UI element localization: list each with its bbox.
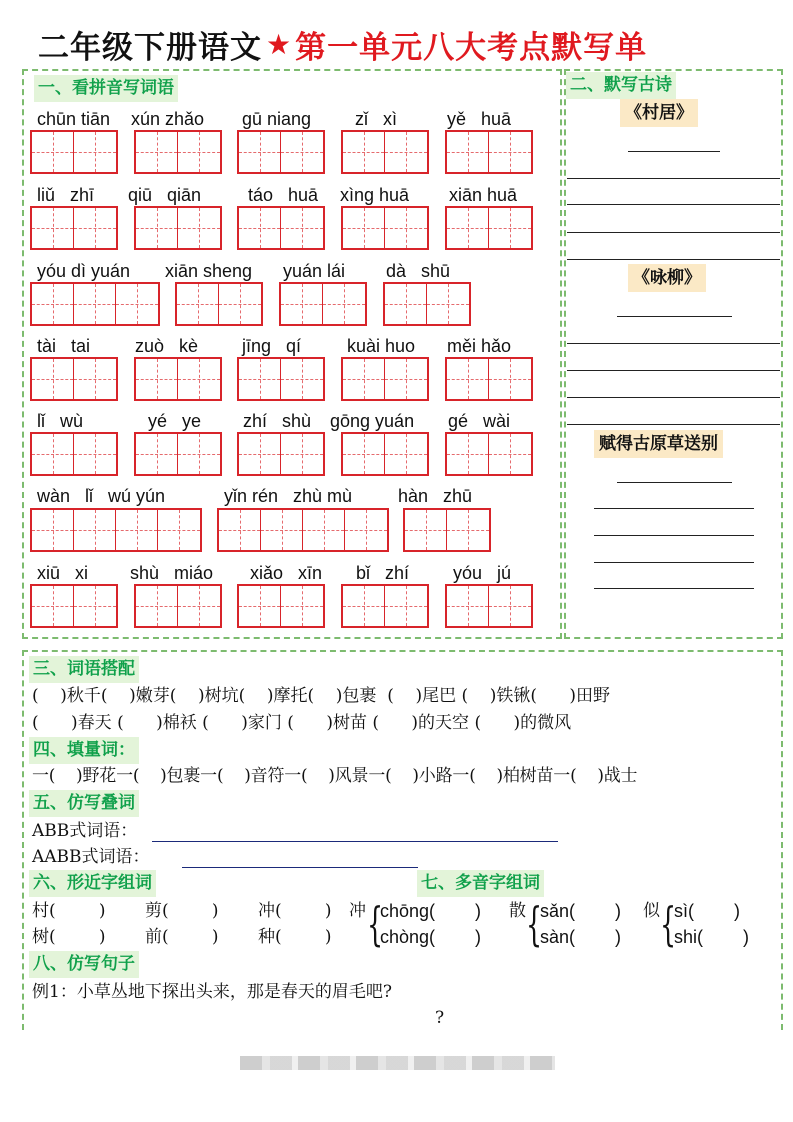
title-grade: 二年级下册语文 bbox=[38, 29, 262, 66]
writing-box[interactable] bbox=[237, 432, 325, 476]
writing-box[interactable] bbox=[30, 432, 118, 476]
pinyin-label: xiān sheng bbox=[165, 261, 253, 281]
similar-char-item[interactable]: 村( ) bbox=[32, 901, 106, 921]
polyphone-reading[interactable]: shi( ) bbox=[674, 927, 750, 947]
writing-box[interactable] bbox=[445, 130, 533, 174]
collocation-line[interactable]: ( )秋千( )嫩芽( )树坑( )摩托( )包裹 ( )尾巴 ( )铁锹( )田野 bbox=[32, 686, 611, 706]
poem-line[interactable] bbox=[567, 259, 780, 260]
writing-box[interactable] bbox=[30, 282, 160, 326]
writing-box[interactable] bbox=[30, 206, 118, 250]
poem-line[interactable] bbox=[594, 588, 754, 589]
page-title bbox=[38, 22, 647, 66]
poem-title-fude: 赋得古原草送别 bbox=[594, 430, 723, 458]
section-poem-heading: 二、默写古诗 bbox=[566, 72, 676, 99]
polyphone-char: 冲 bbox=[349, 901, 366, 921]
pinyin-label: xìng huā bbox=[340, 185, 410, 205]
similar-char-item[interactable]: 剪( ) bbox=[145, 901, 219, 921]
poem-line[interactable] bbox=[567, 232, 780, 233]
pinyin-label: tài tai bbox=[37, 336, 91, 356]
writing-box[interactable] bbox=[341, 206, 429, 250]
poem-line[interactable] bbox=[567, 204, 780, 205]
sentence-blank-end[interactable]: ? bbox=[435, 1008, 445, 1028]
writing-box[interactable] bbox=[341, 130, 429, 174]
writing-box[interactable] bbox=[445, 357, 533, 401]
writing-box[interactable] bbox=[341, 432, 429, 476]
pinyin-label: wàn lǐ wú yún bbox=[37, 486, 166, 506]
polyphone-reading[interactable]: chōng( ) bbox=[380, 901, 482, 921]
pinyin-label: yé ye bbox=[148, 411, 202, 431]
pinyin-label: dà shū bbox=[386, 261, 451, 281]
title-topic: 第一单元八大考点默写单 bbox=[295, 29, 648, 66]
writing-box[interactable] bbox=[237, 130, 325, 174]
similar-char-item[interactable]: 前( ) bbox=[145, 927, 219, 947]
section-similar-char-heading: 六、形近字组词 bbox=[29, 870, 156, 897]
writing-box[interactable] bbox=[134, 206, 222, 250]
pinyin-label: xiū xi bbox=[37, 563, 89, 583]
pinyin-label: zuò kè bbox=[135, 336, 199, 356]
pinyin-label: gé wài bbox=[448, 411, 511, 431]
pinyin-label: bǐ zhí bbox=[356, 563, 410, 583]
brace-icon: { bbox=[660, 897, 677, 951]
poem-line[interactable] bbox=[567, 397, 780, 398]
aabb-answer-line[interactable] bbox=[182, 867, 418, 868]
writing-box[interactable] bbox=[134, 357, 222, 401]
writing-box[interactable] bbox=[383, 282, 471, 326]
section-pinyin-heading: 一、看拼音写词语 bbox=[34, 75, 178, 102]
section-polyphone-heading: 七、多音字组词 bbox=[417, 870, 544, 897]
pinyin-label: shù miáo bbox=[130, 563, 214, 583]
poem-line[interactable] bbox=[567, 424, 780, 425]
abb-answer-line[interactable] bbox=[152, 841, 558, 842]
writing-box[interactable] bbox=[30, 130, 118, 174]
pinyin-label: xiān huā bbox=[449, 185, 518, 205]
writing-box[interactable] bbox=[134, 584, 222, 628]
poem-line[interactable] bbox=[567, 178, 780, 179]
poem-line[interactable] bbox=[594, 535, 754, 536]
writing-box[interactable] bbox=[30, 508, 202, 552]
writing-box[interactable] bbox=[30, 357, 118, 401]
writing-box[interactable] bbox=[217, 508, 389, 552]
polyphone-reading[interactable]: chòng( ) bbox=[380, 927, 482, 947]
writing-box[interactable] bbox=[134, 432, 222, 476]
writing-box[interactable] bbox=[445, 432, 533, 476]
writing-box[interactable] bbox=[175, 282, 263, 326]
brace-icon: { bbox=[367, 897, 384, 951]
section-measure-word-heading: 四、填量词： bbox=[29, 737, 139, 764]
pinyin-label: yǐn rén zhù mù bbox=[224, 486, 353, 506]
writing-box[interactable] bbox=[237, 584, 325, 628]
writing-box[interactable] bbox=[445, 584, 533, 628]
writing-box[interactable] bbox=[134, 130, 222, 174]
writing-box[interactable] bbox=[237, 357, 325, 401]
pinyin-label: liǔ zhī bbox=[37, 185, 95, 205]
brace-icon: { bbox=[526, 897, 543, 951]
pinyin-label: qiū qiān bbox=[128, 185, 202, 205]
pinyin-label: jīng qí bbox=[242, 336, 302, 356]
poem-frame bbox=[564, 69, 783, 639]
pinyin-label: yóu dì yuán bbox=[37, 261, 131, 281]
pinyin-label: gōng yuán bbox=[330, 411, 415, 431]
example-sentence: 例1：小草丛地下探出头来，那是春天的眉毛吧? bbox=[32, 982, 392, 1002]
poem-line[interactable] bbox=[594, 562, 754, 563]
polyphone-char: 散 bbox=[509, 901, 526, 921]
writing-box[interactable] bbox=[341, 357, 429, 401]
writing-box[interactable] bbox=[341, 584, 429, 628]
polyphone-reading[interactable]: sì( ) bbox=[674, 901, 740, 921]
pinyin-label: táo huā bbox=[248, 185, 319, 205]
writing-box[interactable] bbox=[445, 206, 533, 250]
collocation-line[interactable]: ( )春天 ( )棉袄 ( )家门 ( )树苗 ( )的天空 ( )的微风 bbox=[32, 713, 572, 733]
author-line[interactable] bbox=[617, 316, 732, 317]
similar-char-item[interactable]: 冲( ) bbox=[258, 901, 332, 921]
similar-char-item[interactable]: 种( ) bbox=[258, 927, 332, 947]
poem-line[interactable] bbox=[594, 508, 754, 509]
polyphone-char: 似 bbox=[643, 901, 660, 921]
poem-title-cunju: 《村居》 bbox=[620, 99, 698, 127]
section-reduplication-heading: 五、仿写叠词 bbox=[29, 790, 139, 817]
poem-line[interactable] bbox=[567, 343, 780, 344]
poem-title-yongliu: 《咏柳》 bbox=[628, 264, 706, 292]
pinyin-label: lǐ wù bbox=[37, 411, 84, 431]
pinyin-label: měi hǎo bbox=[447, 336, 512, 356]
writing-box[interactable] bbox=[403, 508, 491, 552]
pinyin-label: hàn zhū bbox=[398, 486, 473, 506]
pinyin-label: yuán lái bbox=[283, 261, 346, 281]
pinyin-label: xiǎo xīn bbox=[250, 563, 323, 583]
polyphone-reading[interactable]: sàn( ) bbox=[540, 927, 622, 947]
section-imitate-sentence-heading: 八、仿写句子 bbox=[29, 951, 139, 978]
measure-word-line[interactable]: 一( )野花一( )包裹一( )音符一( )风景一( )小路一( )柏树苗一( )战士 bbox=[32, 766, 638, 786]
abb-label: ABB式词语： bbox=[32, 821, 138, 841]
pinyin-label: chūn tiān bbox=[37, 109, 111, 129]
pinyin-label: gū niang bbox=[242, 109, 312, 129]
pinyin-label: yóu jú bbox=[453, 563, 512, 583]
writing-box[interactable] bbox=[237, 206, 325, 250]
polyphone-reading[interactable]: sǎn( ) bbox=[540, 901, 622, 921]
writing-box[interactable] bbox=[30, 584, 118, 628]
author-line[interactable] bbox=[617, 482, 732, 483]
pinyin-label: yě huā bbox=[447, 109, 512, 129]
pinyin-label: xún zhǎo bbox=[131, 109, 205, 129]
pinyin-label: kuài huo bbox=[347, 336, 416, 356]
blurred-footer-text bbox=[240, 1056, 555, 1070]
author-line[interactable] bbox=[628, 151, 720, 152]
similar-char-item[interactable]: 树( ) bbox=[32, 927, 106, 947]
section-collocation-heading: 三、词语搭配 bbox=[29, 656, 139, 683]
poem-line[interactable] bbox=[567, 370, 780, 371]
aabb-label: AABB式词语： bbox=[32, 847, 150, 867]
pinyin-label: zhí shù bbox=[243, 411, 312, 431]
star-icon: ★ bbox=[266, 27, 292, 61]
writing-box[interactable] bbox=[279, 282, 367, 326]
pinyin-label: zǐ xì bbox=[355, 109, 398, 129]
